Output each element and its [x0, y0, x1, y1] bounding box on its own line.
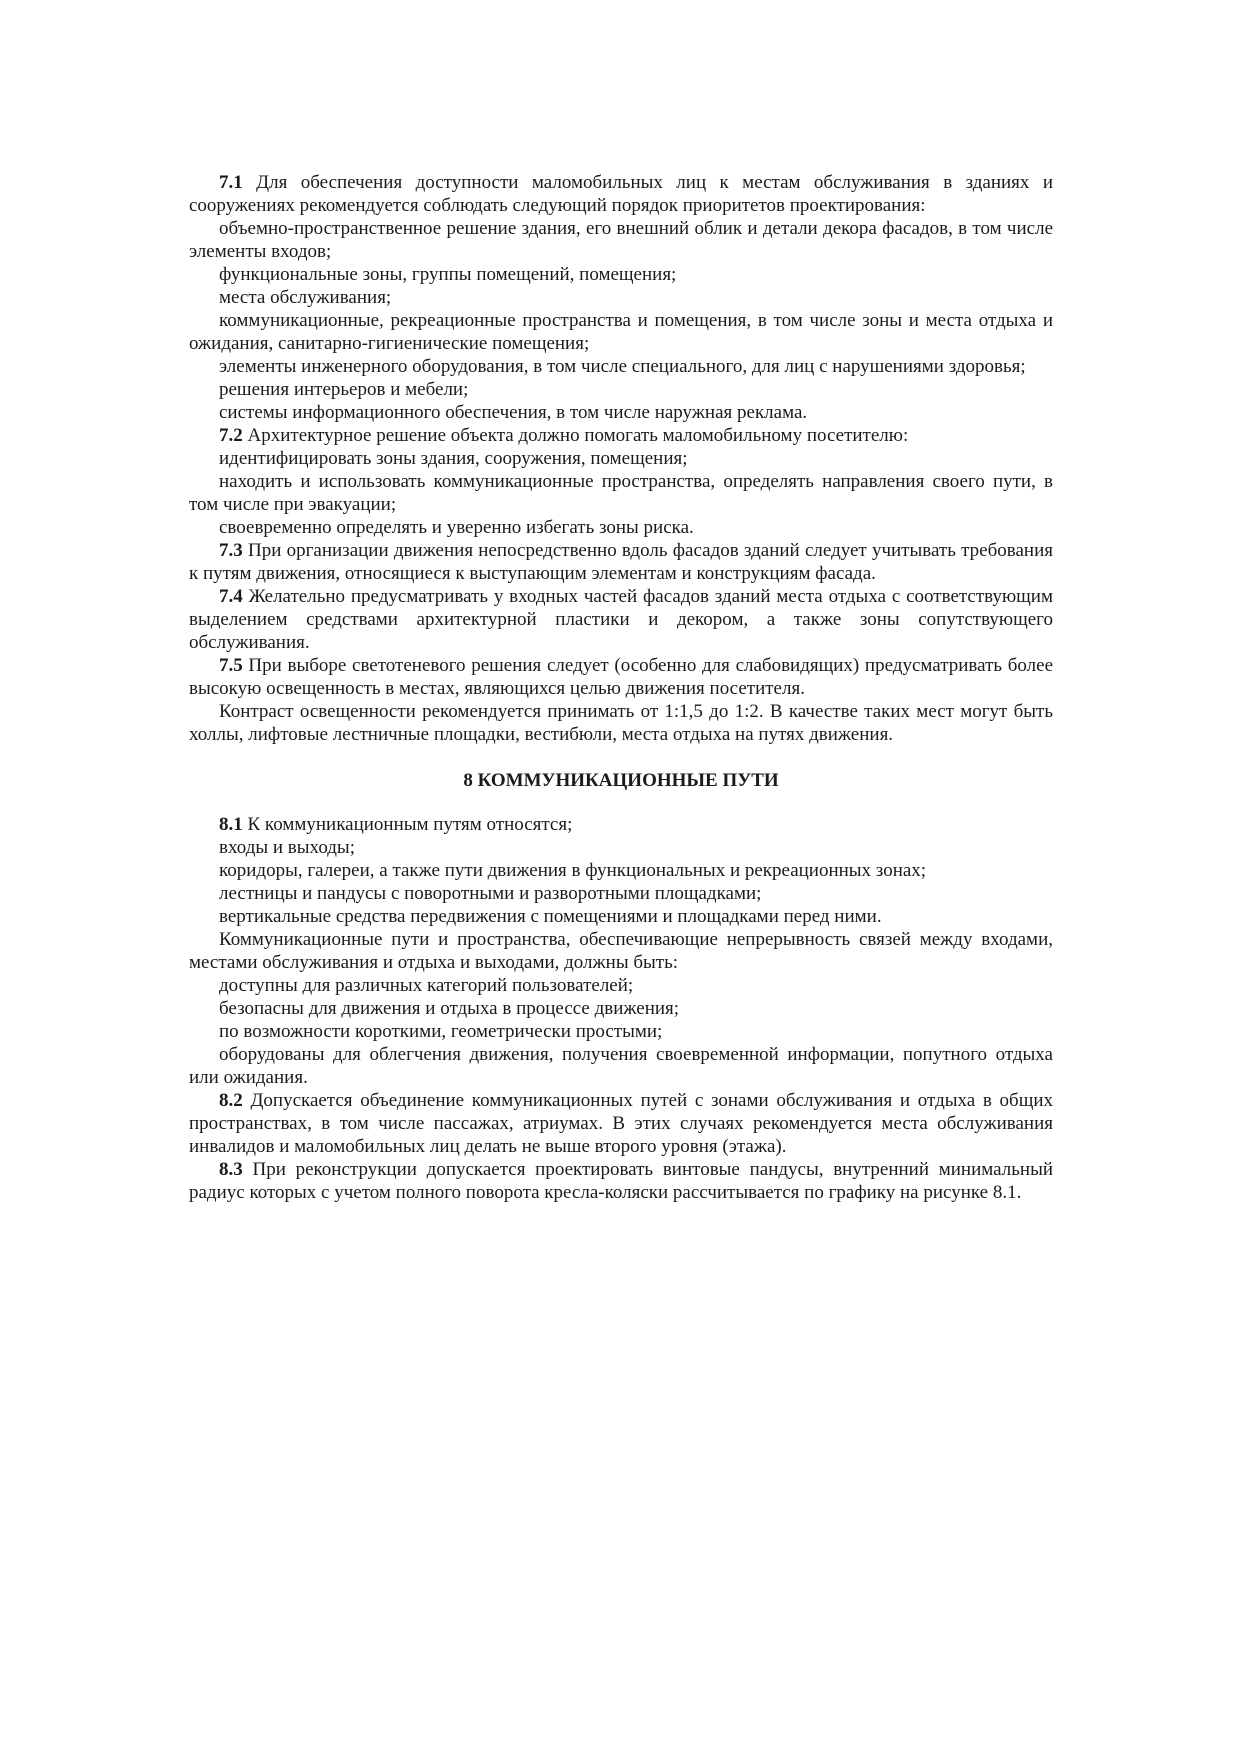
paragraph-text: коммуникационные, рекреационные пространства и помещения, в том числе зоны и места отдыха и ожидания, санитарно-гигиенические помещения; — [189, 310, 1053, 354]
paragraph-text: К коммуникационным путям относятся; — [242, 814, 573, 835]
clause-number: 7.2 — [219, 425, 243, 446]
paragraph — [189, 424, 1053, 447]
paragraph-text: Допускается объединение коммуникационных путей с зонами обслуживания и отдыха в общих пространствах, в том числе пассажах, атриумах. В этих случаях рекомендуется места обслуживания инвалидов и маломобильных лиц делать не выше второго уровня (этажа). — [189, 1090, 1053, 1157]
paragraph — [189, 997, 1053, 1020]
paragraph-text: Желательно предусматривать у входных частей фасадов зданий места отдыха с соответствующим выделением средствами архитектурной пластики и декором, а также зоны сопутствующего обслуживания. — [189, 586, 1053, 653]
paragraph-text: элементы инженерного оборудования, в том числе специального, для лиц с нарушениями здоровья; — [219, 356, 1026, 377]
paragraph-text: При реконструкции допускается проектировать винтовые пандусы, внутренний минимальный радиус которых с учетом полного поворота кресла-коляски рассчитывается по графику на рисунке 8.1. — [189, 1159, 1053, 1203]
paragraph-text: объемно-пространственное решение здания, его внешний облик и детали декора фасадов, в том числе элементы входов; — [189, 218, 1053, 262]
clause-number: 7.5 — [219, 655, 243, 676]
paragraph — [189, 355, 1053, 378]
paragraph — [189, 378, 1053, 401]
paragraph — [189, 700, 1053, 746]
clause-number: 8.2 — [219, 1090, 243, 1111]
section-8 — [189, 813, 1053, 1204]
paragraph-text: функциональные зоны, группы помещений, помещения; — [219, 264, 677, 285]
paragraph — [189, 171, 1053, 217]
paragraph — [189, 516, 1053, 539]
paragraph — [189, 882, 1053, 905]
paragraph-text: безопасны для движения и отдыха в процессе движения; — [219, 998, 680, 1019]
paragraph-text: своевременно определять и уверенно избегать зоны риска. — [219, 517, 694, 538]
section-7 — [189, 171, 1053, 746]
clause-number: 7.4 — [219, 586, 243, 607]
paragraph-text: системы информационного обеспечения, в том числе наружная реклама. — [219, 402, 808, 423]
paragraph — [189, 813, 1053, 836]
paragraph-text: места обслуживания; — [219, 287, 392, 308]
paragraph-text: Контраст освещенности рекомендуется принимать от 1:1,5 до 1:2. В качестве таких мест могут быть холлы, лифтовые лестничные площадки, вестибюли, места отдыха на путях движения. — [189, 701, 1053, 745]
paragraph — [189, 217, 1053, 263]
paragraph-text: вертикальные средства передвижения с помещениями и площадками перед ними. — [219, 906, 882, 927]
paragraph — [189, 401, 1053, 424]
paragraph — [189, 974, 1053, 997]
paragraph — [189, 928, 1053, 974]
paragraph — [189, 447, 1053, 470]
paragraph-text: оборудованы для облегчения движения, получения своевременной информации, попутного отдыха или ожидания. — [189, 1044, 1053, 1088]
paragraph — [189, 654, 1053, 700]
paragraph-text: находить и использовать коммуникационные пространства, определять направления своего пути, в том числе при эвакуации; — [189, 471, 1053, 515]
clause-number: 7.1 — [219, 172, 243, 193]
paragraph — [189, 1020, 1053, 1043]
paragraph — [189, 905, 1053, 928]
paragraph — [189, 263, 1053, 286]
paragraph — [189, 539, 1053, 585]
paragraph — [189, 1089, 1053, 1158]
paragraph — [189, 1043, 1053, 1089]
paragraph-text: коридоры, галереи, а также пути движения в функциональных и рекреационных зонах; — [219, 860, 927, 881]
section-heading: 8 КОММУНИКАЦИОННЫЕ ПУТИ — [463, 770, 779, 791]
paragraph-text: доступны для различных категорий пользователей; — [219, 975, 634, 996]
paragraph-text: Для обеспечения доступности маломобильных лиц к местам обслуживания в зданиях и сооружениях рекомендуется соблюдать следующий порядок приоритетов проектирования: — [189, 172, 1053, 216]
paragraph — [189, 836, 1053, 859]
paragraph-text: При организации движения непосредственно вдоль фасадов зданий следует учитывать требования к путям движения, относящиеся к выступающим элементам и конструкциям фасада. — [189, 540, 1053, 584]
paragraph — [189, 286, 1053, 309]
paragraph-text: входы и выходы; — [219, 837, 355, 858]
clause-number: 8.1 — [219, 814, 243, 835]
document-page — [189, 171, 1053, 1204]
paragraph-text: решения интерьеров и мебели; — [219, 379, 469, 400]
paragraph-text: При выборе светотеневого решения следует (особенно для слабовидящих) предусматривать более высокую освещенность в местах, являющихся целью движения посетителя. — [189, 655, 1053, 699]
paragraph-text: Архитектурное решение объекта должно помогать маломобильному посетителю: — [242, 425, 909, 446]
paragraph — [189, 585, 1053, 654]
paragraph-text: Коммуникационные пути и пространства, обеспечивающие непрерывность связей между входами, местами обслуживания и отдыха и выходами, должны быть: — [189, 929, 1053, 973]
clause-number: 8.3 — [219, 1159, 243, 1180]
paragraph — [189, 470, 1053, 516]
clause-number: 7.3 — [219, 540, 243, 561]
paragraph — [189, 309, 1053, 355]
paragraph — [189, 859, 1053, 882]
paragraph-text: по возможности короткими, геометрически простыми; — [219, 1021, 663, 1042]
paragraph-text: лестницы и пандусы с поворотными и разворотными площадками; — [219, 883, 762, 904]
paragraph — [189, 1158, 1053, 1204]
paragraph-text: идентифицировать зоны здания, сооружения, помещения; — [219, 448, 688, 469]
